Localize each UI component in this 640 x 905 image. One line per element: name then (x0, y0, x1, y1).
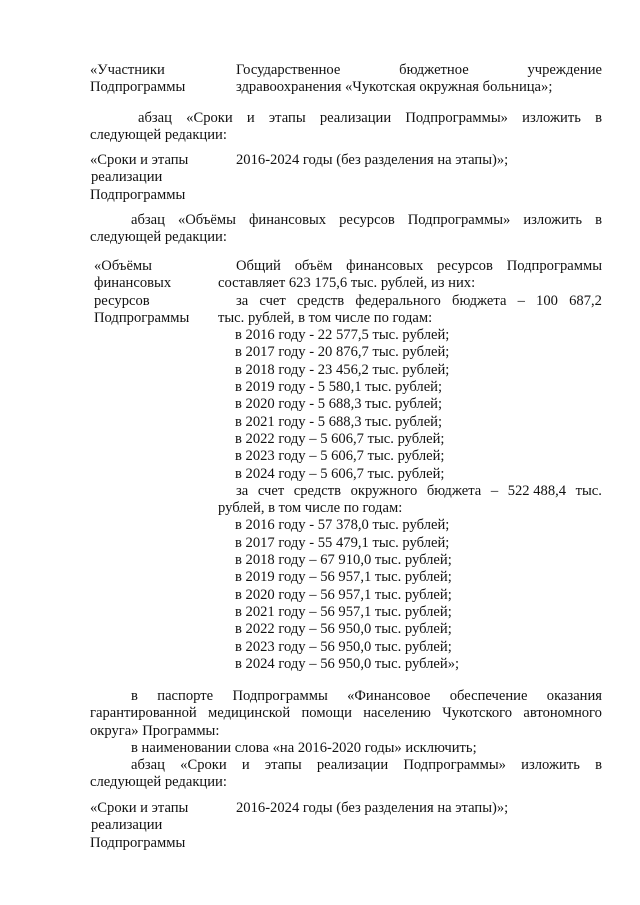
word: Общий (236, 258, 281, 274)
word: федерального (355, 292, 441, 309)
word: паспорте (157, 688, 214, 704)
word: «Сроки (186, 110, 233, 126)
word: этапы (264, 757, 302, 774)
deadlines-label-line: Подпрограммы (90, 186, 186, 203)
regional-year-item: в 2017 году - 55 479,1 тыс. рублей; (235, 534, 450, 551)
deadlines-label-line: Подпрограммы (90, 834, 186, 851)
federal-year-item: в 2020 году - 5 688,3 тыс. рублей; (235, 396, 443, 413)
federal-year-item: в 2019 году - 5 580,1 тыс. рублей; (235, 379, 443, 396)
word: – (517, 292, 525, 309)
word: учреждение (527, 62, 602, 78)
paragraph-line: следующей редакции: (90, 127, 227, 144)
word: гарантированной (90, 705, 197, 722)
federal-year-item: в 2024 году – 5 606,7 тыс. рублей; (235, 465, 445, 482)
deadlines-value-text: 2016-2024 годы (без разделения на этапы)»; (236, 800, 509, 816)
deadlines-label-line: «Сроки и этапы (90, 800, 189, 816)
word: и (241, 757, 250, 774)
word: ресурсов (339, 212, 395, 228)
federal-budget-line: тыс. рублей, в том числе по годам: (218, 309, 433, 326)
word: бюджета (452, 292, 507, 309)
word: в (131, 688, 138, 704)
word: «Сроки (180, 757, 227, 774)
deadlines-label-2 (90, 800, 215, 852)
regional-year-item: в 2019 году – 56 957,1 тыс. рублей; (235, 569, 452, 586)
word: изложить (522, 110, 581, 126)
funding-label (94, 258, 219, 327)
word: оказания (546, 688, 602, 704)
federal-year-item: в 2018 году - 23 456,2 тыс. рублей; (235, 361, 450, 378)
participants-label-line: «Участники (90, 62, 165, 78)
deadlines-value-2 (236, 800, 602, 817)
regional-year-item: в 2016 году - 57 378,0 тыс. рублей; (235, 517, 450, 534)
word: абзац (131, 212, 165, 228)
regional-year-item: в 2022 году – 56 950,0 тыс. рублей; (235, 621, 452, 638)
word: обеспечение (449, 688, 528, 704)
word: тыс. (575, 482, 602, 499)
paragraph-line (90, 705, 602, 722)
word: 522 488,4 (507, 482, 567, 499)
regional-year-item: в 2021 году – 56 957,1 тыс. рублей; (235, 603, 452, 620)
word: «Объёмы (177, 212, 236, 228)
paragraph-line: в наименовании слова «на 2016-2020 годы» исключить; (131, 739, 477, 756)
word: в (595, 110, 602, 126)
regional-year-item: в 2018 году – 67 910,0 тыс. рублей; (235, 552, 452, 569)
word: финансовых (248, 212, 327, 228)
word: 100 (536, 292, 558, 309)
participants-value (236, 62, 602, 97)
word: средств (293, 482, 341, 499)
funding-label-line: «Объёмы (94, 258, 152, 274)
federal-year-item: в 2023 году – 5 606,7 тыс. рублей; (235, 448, 445, 465)
word: Подпрограммы (232, 688, 328, 704)
paragraph-deadlines-intro-1 (90, 110, 602, 145)
word: Подпрограммы (506, 258, 602, 274)
word: средств (296, 292, 345, 309)
word: Государственное (236, 62, 341, 78)
word: абзац (131, 757, 165, 774)
federal-year-item: в 2017 году - 20 876,7 тыс. рублей; (235, 344, 450, 361)
word: Подпрограммы» (405, 110, 508, 126)
paragraph-line (90, 757, 602, 774)
word: 687,2 (569, 292, 602, 309)
word: Чукотского (442, 705, 513, 722)
word: финансовых (346, 258, 424, 274)
word: счет (257, 482, 285, 499)
word: в (595, 212, 602, 228)
regional-budget-line: рублей, в том числе по годам: (218, 500, 403, 517)
word: окружного (350, 482, 418, 499)
participants-label-line: Подпрограммы (90, 79, 186, 96)
federal-year-item: в 2021 году - 5 688,3 тыс. рублей; (235, 413, 443, 430)
word: реализации (319, 110, 392, 126)
word: счет (259, 292, 286, 309)
paragraph-line: следующей редакции: (90, 774, 227, 791)
funding-total-line: составляет 623 175,6 тыс. рублей, из них: (218, 275, 476, 292)
deadlines-label-line: реализации (91, 169, 163, 186)
deadlines-value-text: 2016-2024 годы (без разделения на этапы)»; (236, 152, 509, 168)
word: Подпрограммы» (407, 212, 511, 228)
paragraph-financial-support (90, 688, 602, 792)
funding-total-line (218, 258, 602, 275)
federal-year-item: в 2016 году - 22 577,5 тыс. рублей; (235, 327, 450, 344)
paragraph-line: округа» Программы: (90, 722, 220, 739)
paragraph-line (90, 688, 602, 705)
word: автономного (523, 705, 602, 722)
funding-label-line: Подпрограммы (94, 309, 190, 326)
funding-value (218, 258, 602, 673)
regional-year-item: в 2020 году – 56 957,1 тыс. рублей; (235, 586, 452, 603)
funding-label-line: финансовых (94, 275, 172, 292)
regional-budget-line (218, 483, 602, 500)
word: «Финансовое (347, 688, 431, 704)
word: этапы (268, 110, 306, 126)
word: изложить (523, 212, 583, 228)
deadlines-label (90, 152, 215, 204)
federal-budget-line (218, 293, 602, 310)
word: в (595, 757, 602, 774)
deadlines-label-line: «Сроки и этапы (90, 152, 189, 168)
word: и (246, 110, 255, 126)
paragraph-line (90, 212, 602, 229)
paragraph-line (90, 110, 602, 127)
regional-year-item: в 2023 году – 56 950,0 тыс. рублей; (235, 638, 452, 655)
funding-label-line: ресурсов (94, 292, 150, 309)
deadlines-value (236, 152, 602, 169)
word: объём (294, 258, 333, 274)
participants-label (90, 62, 215, 97)
regional-year-item: в 2024 году – 56 950,0 тыс. рублей»; (235, 655, 460, 672)
paragraph-funding-intro (90, 212, 602, 247)
word: за (236, 482, 249, 499)
federal-year-item: в 2022 году – 5 606,7 тыс. рублей; (235, 430, 445, 447)
word: Подпрограммы» (403, 757, 506, 774)
word: бюджета (426, 482, 482, 499)
deadlines-label-line: реализации (91, 817, 163, 834)
paragraph-line: следующей редакции: (90, 229, 227, 246)
word: – (490, 482, 499, 499)
word: изложить (521, 757, 580, 774)
word: бюджетное (399, 62, 469, 78)
word: населению (363, 705, 431, 722)
word: за (236, 292, 249, 309)
word: помощи (301, 705, 352, 722)
word: медицинской (208, 705, 291, 722)
word: ресурсов (437, 258, 493, 274)
word: абзац (138, 110, 172, 126)
participants-value-line-2: здравоохранения «Чукотская окружная больница»; (236, 79, 553, 96)
participants-value-line-1 (236, 62, 602, 79)
word: реализации (316, 757, 389, 774)
